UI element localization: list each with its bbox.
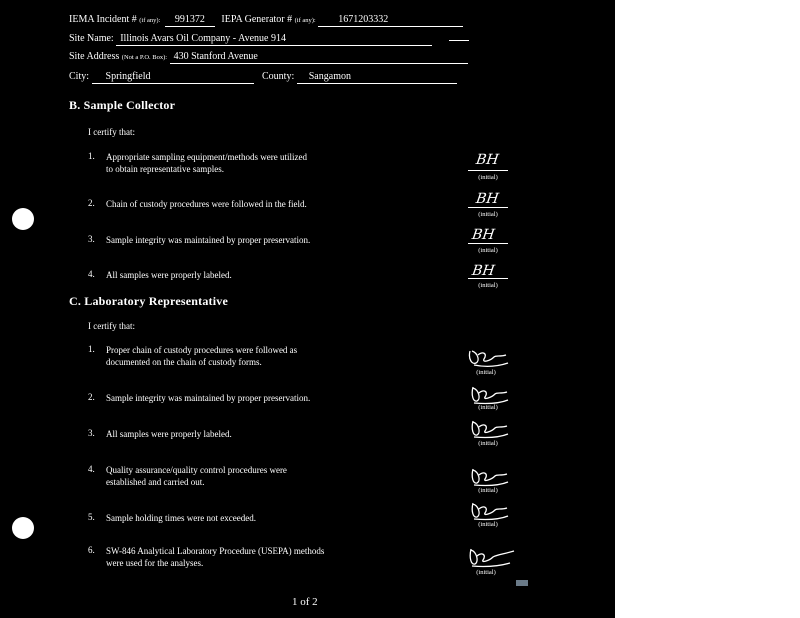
initial-label: (initial) (478, 487, 498, 494)
item-number: 6. (88, 545, 95, 555)
item-number: 3. (88, 428, 95, 438)
handwritten-signature-icon (466, 345, 510, 369)
item-text-line: documented on the chain of custody forms. (106, 357, 262, 367)
handwritten-signature-icon (468, 500, 512, 522)
handwritten-signature-icon (468, 466, 512, 488)
generator-label: IEPA Generator # (221, 14, 293, 25)
handwritten-signature-icon (466, 546, 516, 570)
page-number: 1 of 2 (292, 596, 318, 608)
city-row (69, 71, 457, 84)
initial-label: (initial) (476, 369, 496, 376)
punch-hole-top (12, 208, 34, 230)
site-address-label: Site Address (69, 51, 120, 62)
item-number: 4. (88, 464, 95, 474)
initial-label: (initial) (478, 174, 498, 181)
county-value: Sangamon (297, 71, 457, 84)
initial-label: (initial) (478, 282, 498, 289)
section-c-title: C. Laboratory Representative (69, 294, 229, 308)
site-address-row (69, 51, 468, 64)
item-text-line: Appropriate sampling equipment/methods were utilized (106, 152, 307, 162)
section-b-initial-3 (468, 226, 508, 262)
item-text-line: Sample integrity was maintained by proper preservation. (106, 235, 311, 245)
item-text-line: Sample holding times were not exceeded. (106, 513, 256, 523)
item-text-line: established and carried out. (106, 477, 205, 487)
site-address-value: 430 Stanford Avenue (170, 51, 468, 64)
punch-hole-bottom (12, 517, 34, 539)
item-number: 2. (88, 392, 95, 402)
section-b-certify: I certify that: (88, 127, 135, 137)
scan-mark (516, 580, 528, 586)
incident-value: 991372 (165, 14, 215, 27)
handwritten-initial: BH (474, 152, 500, 168)
site-name-label: Site Name: (69, 33, 114, 44)
section-b-title: B. Sample Collector (69, 98, 176, 112)
item-text-line: Proper chain of custody procedures were followed as (106, 345, 298, 355)
initial-label: (initial) (478, 440, 498, 447)
handwritten-initial: BH (470, 227, 496, 243)
initial-label: (initial) (478, 247, 498, 254)
section-c-initial-6 (466, 546, 506, 580)
generator-note: (if any): (294, 17, 316, 24)
section-c-initial-5 (468, 500, 508, 534)
site-name-value: Illinois Avars Oil Company - Avenue 914 (116, 33, 432, 46)
item-text-line: SW-846 Analytical Laboratory Procedure (USEPA) methods (106, 546, 325, 556)
county-label: County: (262, 71, 295, 82)
item-number: 5. (88, 512, 95, 522)
generator-value: 1671203332 (318, 14, 463, 27)
section-c-initial-2 (468, 384, 508, 418)
handwritten-signature-icon (468, 418, 512, 440)
site-name-extra-line (449, 40, 469, 41)
section-b-initial-4 (468, 262, 508, 298)
incident-row (69, 14, 463, 27)
incident-note: (if any): (139, 17, 161, 24)
section-c-initial-3 (468, 418, 508, 452)
city-value: Springfield (92, 71, 254, 84)
initial-label: (initial) (478, 521, 498, 528)
item-number: 1. (88, 344, 95, 354)
section-c-initial-1 (466, 345, 506, 379)
initial-label: (initial) (478, 211, 498, 218)
section-b-initial-2 (468, 190, 508, 226)
city-label: City: (69, 71, 90, 82)
item-number: 1. (88, 151, 95, 161)
item-text-line: Chain of custody procedures were followed in the field. (106, 199, 307, 209)
handwritten-initial: BH (470, 263, 496, 279)
item-text-line: Quality assurance/quality control procedures were (106, 465, 287, 475)
incident-label: IEMA Incident # (69, 14, 137, 25)
item-number: 2. (88, 198, 95, 208)
item-text-line: All samples were properly labeled. (106, 270, 232, 280)
site-name-row (69, 33, 469, 46)
item-text-line: All samples were properly labeled. (106, 429, 232, 439)
initial-label: (initial) (476, 569, 496, 576)
item-text-line: Sample integrity was maintained by proper preservation. (106, 393, 311, 403)
item-number: 4. (88, 269, 95, 279)
item-text-line: to obtain representative samples. (106, 164, 224, 174)
item-number: 3. (88, 234, 95, 244)
item-text-line: were used for the analyses. (106, 558, 204, 568)
section-b-initial-1 (468, 150, 508, 186)
handwritten-initial: BH (474, 191, 500, 207)
site-address-note: (Not a P.O. Box): (121, 54, 168, 61)
initial-label: (initial) (478, 404, 498, 411)
section-c-initial-4 (468, 466, 508, 500)
section-c-certify: I certify that: (88, 321, 135, 331)
handwritten-signature-icon (468, 384, 512, 406)
